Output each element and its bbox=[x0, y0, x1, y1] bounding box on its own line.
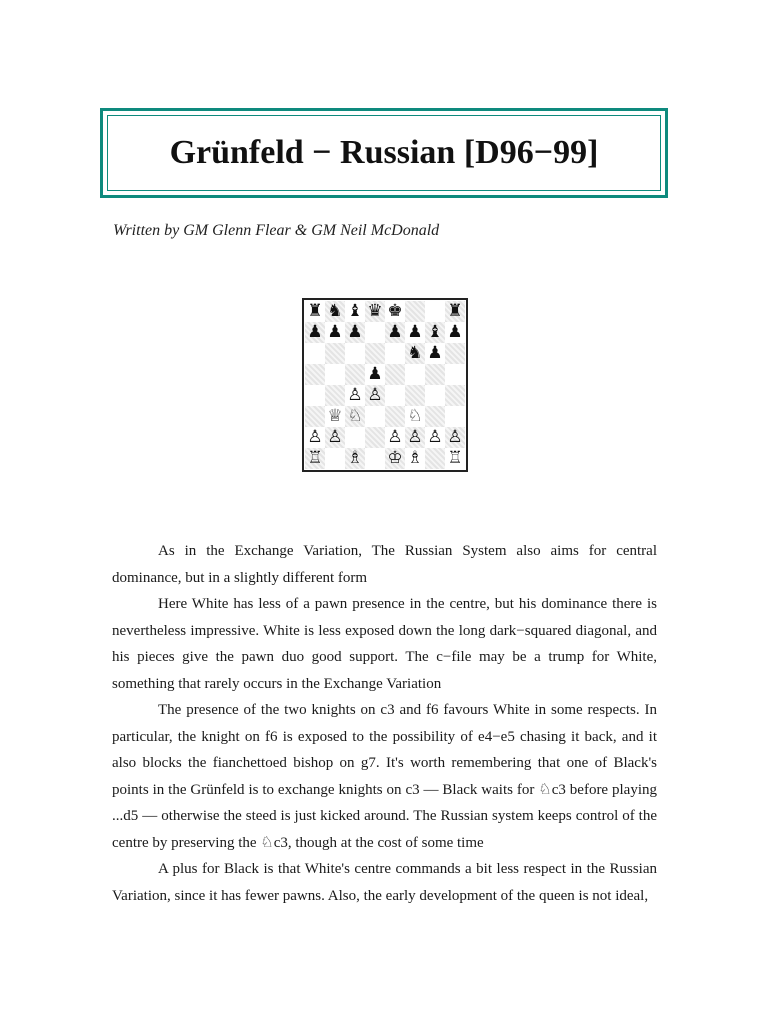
chess-square bbox=[365, 343, 385, 364]
chess-square bbox=[345, 343, 365, 364]
chess-square bbox=[405, 385, 425, 406]
chess-piece-square: ♙ bbox=[387, 427, 403, 447]
chess-piece-square: ♟ bbox=[385, 322, 405, 343]
chess-square bbox=[445, 385, 465, 406]
chess-piece-square: ♗ bbox=[345, 448, 365, 469]
chess-square bbox=[345, 427, 365, 448]
chess-square bbox=[385, 385, 405, 406]
chess-square bbox=[305, 343, 325, 364]
chess-square bbox=[305, 364, 325, 385]
chess-square bbox=[425, 406, 445, 427]
chess-square bbox=[305, 406, 325, 427]
chess-square bbox=[385, 343, 405, 364]
chess-square bbox=[425, 448, 445, 469]
article-body bbox=[112, 538, 657, 909]
chess-square bbox=[425, 364, 445, 385]
chess-piece-square: ♙ bbox=[307, 427, 323, 447]
chess-piece-square: ♙ bbox=[325, 427, 345, 448]
chess-square bbox=[445, 343, 465, 364]
chess-piece-square: ♟ bbox=[305, 322, 325, 343]
chess-square bbox=[325, 364, 345, 385]
chess-square bbox=[365, 322, 385, 343]
paragraph: As in the Exchange Variation, The Russian System also aims for central dominance, but in a slightly different form bbox=[112, 543, 657, 586]
chess-square bbox=[325, 448, 345, 469]
chess-piece-square: ♙ bbox=[405, 427, 425, 448]
chess-square bbox=[405, 364, 425, 385]
chess-piece-square: ♟ bbox=[327, 322, 343, 342]
chess-diagram bbox=[302, 298, 468, 472]
title-box bbox=[100, 108, 668, 198]
chess-piece-square: ♚ bbox=[387, 301, 403, 321]
chess-piece-square: ♞ bbox=[325, 301, 345, 322]
chess-piece-square: ♙ bbox=[427, 427, 443, 447]
chess-piece-square: ♘ bbox=[407, 406, 423, 426]
title-inner-border bbox=[107, 115, 661, 191]
chess-piece-square: ♙ bbox=[347, 385, 363, 405]
chess-piece-square: ♝ bbox=[347, 301, 363, 321]
chess-piece-square: ♔ bbox=[385, 448, 405, 469]
chess-piece-square: ♛ bbox=[365, 301, 385, 322]
chess-square bbox=[365, 427, 385, 448]
chess-piece-square: ♙ bbox=[445, 427, 465, 448]
chess-square bbox=[445, 364, 465, 385]
chess-square bbox=[425, 385, 445, 406]
chess-piece-square: ♖ bbox=[305, 448, 325, 469]
chess-piece-square: ♟ bbox=[407, 322, 423, 342]
chess-square bbox=[385, 406, 405, 427]
chess-piece-square: ♝ bbox=[425, 322, 445, 343]
chess-square bbox=[325, 385, 345, 406]
chess-piece-square: ♙ bbox=[365, 385, 385, 406]
chess-square bbox=[365, 406, 385, 427]
chess-piece-square: ♟ bbox=[367, 364, 383, 384]
chess-piece-square: ♜ bbox=[445, 301, 465, 322]
chess-square bbox=[405, 301, 425, 322]
chess-square bbox=[385, 364, 405, 385]
chess-square bbox=[425, 301, 445, 322]
chess-piece-square: ♞ bbox=[405, 343, 425, 364]
chess-square bbox=[365, 448, 385, 469]
chess-piece-square: ♜ bbox=[307, 301, 323, 321]
chess-piece-square: ♖ bbox=[447, 448, 463, 468]
chess-piece-square: ♘ bbox=[345, 406, 365, 427]
chess-square bbox=[325, 343, 345, 364]
paragraph: The presence of the two knights on c3 and f6 favours White in some respects. In particular, the knight on f6 is exposed to the possibility of e4−e5 chasing it back, and it also blocks the fianchettoed bishop on g7. It's worth remembering that one of Black's points in the Grünfeld is to exchange knights on c3 — Black waits for ♘c3 before playing ...d5 — otherwise the steed is just kicked around. The Russian system keeps control of the centre by preserving the ♘c3, though at the cost of some time bbox=[112, 702, 657, 851]
chess-square bbox=[445, 406, 465, 427]
paragraph: A plus for Black is that White's centre commands a bit less respect in the Russian Variation, since it has fewer pawns. Also, the early development of the queen is not ideal, bbox=[112, 861, 657, 904]
chess-piece-square: ♟ bbox=[427, 343, 443, 363]
chess-piece-square: ♟ bbox=[345, 322, 365, 343]
page-title: Grünfeld − Russian [D96−99] bbox=[169, 134, 599, 171]
paragraph: Here White has less of a pawn presence in the centre, but his dominance there is nevertheless impressive. White is less exposed down the long dark−squared diagonal, and his pieces give the pawn duo good support. The c−file may be a trump for White, something that rarely occurs in the Exchange Variation bbox=[112, 596, 657, 692]
author-byline: Written by GM Glenn Flear & GM Neil McDonald bbox=[113, 222, 440, 239]
chess-square bbox=[305, 385, 325, 406]
chess-piece-square: ♟ bbox=[447, 322, 463, 342]
chess-square bbox=[345, 364, 365, 385]
chess-piece-square: ♗ bbox=[407, 448, 423, 468]
chess-piece-square: ♕ bbox=[327, 406, 343, 426]
